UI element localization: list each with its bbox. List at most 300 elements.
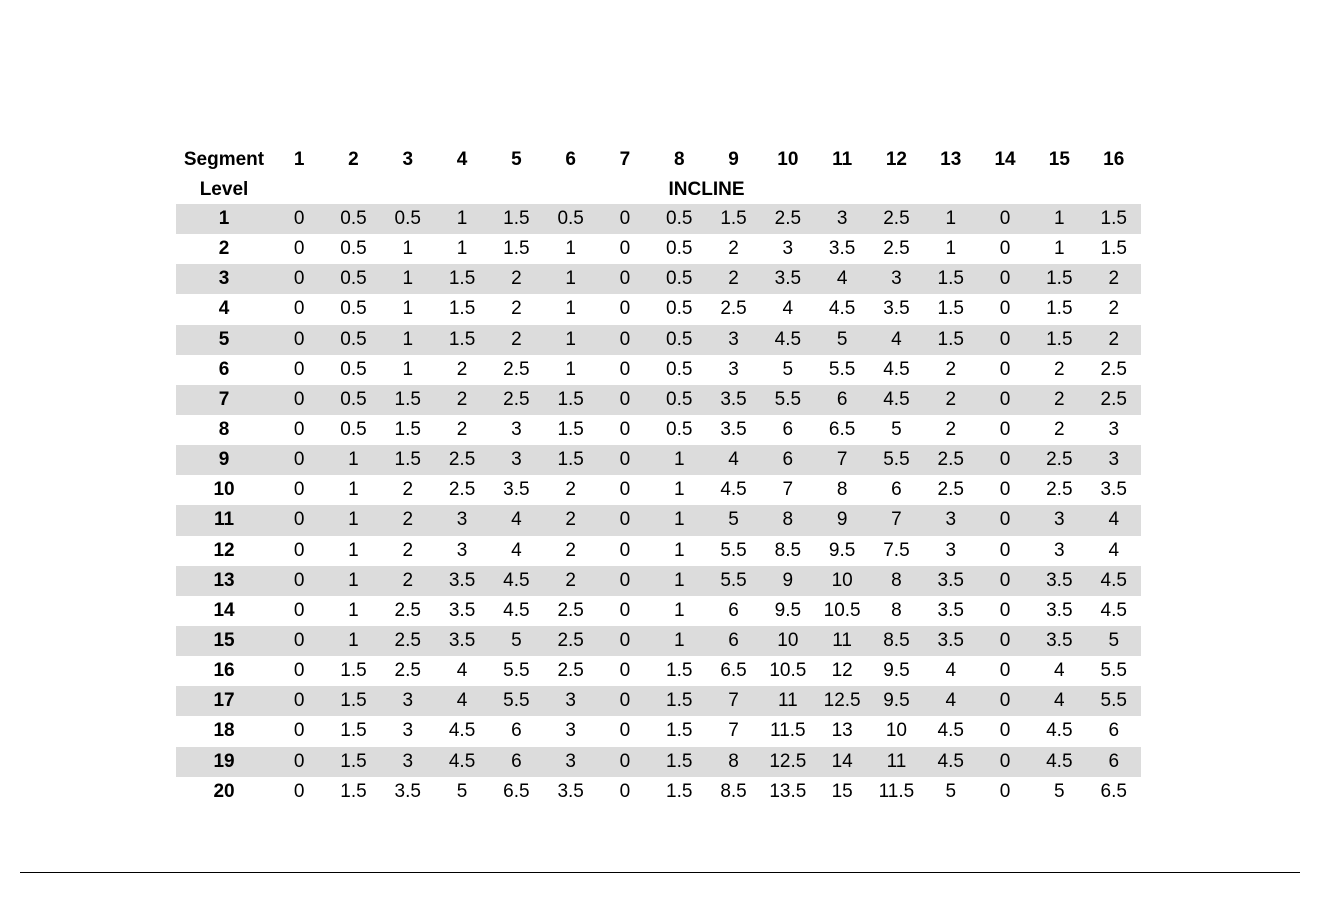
incline-value-cell: 0 xyxy=(978,686,1032,716)
table-row xyxy=(176,385,1141,415)
incline-value-cell: 10 xyxy=(815,566,869,596)
incline-value-cell: 0 xyxy=(598,747,652,777)
incline-value-cell: 1 xyxy=(348,479,359,501)
incline-value-cell: 1.5 xyxy=(924,325,978,355)
level-header-row xyxy=(176,175,1141,204)
incline-value-cell: 1.5 xyxy=(544,385,598,415)
incline-value-cell: 0 xyxy=(619,358,631,380)
incline-value-cell: 0 xyxy=(619,780,631,802)
incline-value-cell: 2 xyxy=(489,264,543,294)
incline-value-cell: 0 xyxy=(272,204,326,234)
incline-value-cell: 2 xyxy=(1086,264,1141,294)
incline-value-cell: 5 xyxy=(1086,626,1141,656)
incline-value-cell: 2.5 xyxy=(503,358,530,380)
incline-value-cell: 0 xyxy=(598,204,652,234)
incline-value-cell: 5 xyxy=(706,505,760,535)
incline-value-cell: 5.5 xyxy=(706,566,760,596)
table-row xyxy=(176,234,1141,264)
incline-value-cell: 1 xyxy=(652,445,706,475)
incline-value-cell: 1 xyxy=(565,298,576,320)
incline-value-cell: 1 xyxy=(402,298,414,320)
incline-value-cell: 3.5 xyxy=(883,298,910,320)
incline-value-cell: 1 xyxy=(326,566,380,596)
incline-value-cell: 0 xyxy=(978,204,1032,234)
incline-value-cell: 6.5 xyxy=(720,660,747,682)
incline-value-cell: 3 xyxy=(402,720,414,742)
incline-value-cell: 5 xyxy=(1054,780,1065,802)
incline-value-cell: 4 xyxy=(435,686,489,716)
incline-value-cell: 1 xyxy=(381,264,435,294)
incline-value-cell: 1 xyxy=(924,204,978,234)
segment-header-row xyxy=(176,145,1141,175)
table-row xyxy=(176,656,1141,686)
incline-value-cell: 13 xyxy=(831,720,853,742)
incline-value-cell: 0 xyxy=(999,238,1011,260)
incline-value-cell: 1 xyxy=(402,358,414,380)
incline-value-cell: 1 xyxy=(326,445,380,475)
incline-value-cell: 1 xyxy=(652,626,706,656)
incline-value-cell: 12 xyxy=(831,660,853,682)
footer-divider xyxy=(20,872,1300,873)
incline-value-cell: 9.5 xyxy=(828,539,856,561)
incline-value-cell: 7 xyxy=(728,720,739,742)
incline-value-cell: 5.5 xyxy=(1086,686,1141,716)
incline-value-cell: 0 xyxy=(272,445,326,475)
incline-value-cell: 0 xyxy=(978,325,1032,355)
incline-value-cell: 3.5 xyxy=(435,626,489,656)
incline-value-cell: 0 xyxy=(293,358,305,380)
incline-value-cell: 4.5 xyxy=(828,298,856,320)
table-row xyxy=(176,566,1141,596)
table-row xyxy=(176,626,1141,656)
segment-header: 7 xyxy=(619,149,631,170)
incline-value-cell: 0 xyxy=(619,419,631,441)
incline-value-cell: 3 xyxy=(544,686,598,716)
incline-value-cell: 0.5 xyxy=(652,385,706,415)
incline-value-cell: 3.5 xyxy=(557,780,584,802)
incline-value-cell: 2.5 xyxy=(883,238,910,260)
incline-value-cell: 4.5 xyxy=(937,720,964,742)
incline-value-cell: 2.5 xyxy=(435,445,489,475)
table-row xyxy=(176,264,1141,294)
incline-value-cell: 0.5 xyxy=(544,204,598,234)
segment-header: 3 xyxy=(402,149,414,170)
incline-value-cell: 2 xyxy=(435,385,489,415)
incline-value-cell: 2 xyxy=(1054,419,1065,441)
incline-value-cell: 0.5 xyxy=(326,204,380,234)
incline-value-cell: 1 xyxy=(348,599,359,621)
incline-value-cell: 5.5 xyxy=(503,660,530,682)
incline-value-cell: 5 xyxy=(891,419,902,441)
incline-value-cell: 4 xyxy=(945,660,957,682)
incline-value-cell: 8.5 xyxy=(774,539,802,561)
incline-value-cell: 3 xyxy=(511,419,522,441)
segment-header: 15 xyxy=(1048,149,1070,170)
level-cell: 17 xyxy=(176,686,272,716)
incline-value-cell: 0.5 xyxy=(340,419,367,441)
incline-value-cell: 1 xyxy=(673,599,685,621)
incline-value-cell: 0 xyxy=(978,566,1032,596)
incline-value-cell: 2 xyxy=(544,566,598,596)
incline-value-cell: 4.5 xyxy=(1100,599,1127,621)
incline-value-cell: 1 xyxy=(1054,238,1065,260)
incline-value-cell: 2.5 xyxy=(394,599,421,621)
incline-value-cell: 1 xyxy=(673,539,685,561)
incline-value-cell: 1.5 xyxy=(666,780,693,802)
incline-value-cell: 4.5 xyxy=(869,385,923,415)
incline-value-cell: 2 xyxy=(402,479,414,501)
incline-value-cell: 3 xyxy=(1086,445,1141,475)
incline-value-cell: 0 xyxy=(999,720,1011,742)
incline-value-cell: 4 xyxy=(489,505,543,535)
table-row xyxy=(176,445,1141,475)
incline-value-cell: 0 xyxy=(619,238,631,260)
incline-value-cell: 1 xyxy=(326,626,380,656)
incline-value-cell: 0 xyxy=(598,626,652,656)
incline-value-cell: 2.5 xyxy=(924,445,978,475)
incline-value-cell: 3 xyxy=(1054,539,1065,561)
incline-value-cell: 4.5 xyxy=(435,747,489,777)
incline-value-cell: 2 xyxy=(1032,385,1086,415)
incline-value-cell: 11.5 xyxy=(770,720,806,742)
incline-value-cell: 0 xyxy=(978,264,1032,294)
incline-value-cell: 3.5 xyxy=(1100,479,1127,501)
incline-value-cell: 0.5 xyxy=(340,238,367,260)
incline-value-cell: 6 xyxy=(891,479,902,501)
level-column-label: Level xyxy=(199,178,249,200)
incline-value-cell: 3 xyxy=(815,204,869,234)
incline-value-cell: 6 xyxy=(1108,720,1120,742)
level-cell: 2 xyxy=(218,238,230,260)
incline-value-cell: 1.5 xyxy=(394,419,421,441)
segment-header: 14 xyxy=(994,149,1016,170)
incline-value-cell: 2 xyxy=(456,419,468,441)
segment-header: 12 xyxy=(885,149,907,170)
incline-value-cell: 2 xyxy=(924,385,978,415)
incline-value-cell: 3 xyxy=(489,445,543,475)
incline-value-cell: 1.5 xyxy=(1046,298,1073,320)
incline-value-cell: 8 xyxy=(706,747,760,777)
incline-value-cell: 0 xyxy=(272,566,326,596)
incline-value-cell: 2.5 xyxy=(1032,445,1086,475)
incline-value-cell: 1.5 xyxy=(340,780,367,802)
incline-value-cell: 4.5 xyxy=(720,479,747,501)
incline-value-cell: 1.5 xyxy=(489,204,543,234)
incline-value-cell: 5 xyxy=(945,780,957,802)
incline-value-cell: 3.5 xyxy=(1032,566,1086,596)
incline-value-cell: 0 xyxy=(999,358,1011,380)
incline-value-cell: 0.5 xyxy=(652,325,706,355)
incline-value-cell: 2 xyxy=(381,566,435,596)
incline-value-cell: 0.5 xyxy=(326,264,380,294)
table-row xyxy=(176,204,1141,234)
level-cell: 4 xyxy=(218,298,230,320)
incline-value-cell: 3 xyxy=(728,358,739,380)
segment-header: 13 xyxy=(940,149,962,170)
segment-header: 2 xyxy=(348,149,359,170)
incline-value-cell: 1 xyxy=(348,539,359,561)
incline-value-cell: 4.5 xyxy=(883,358,910,380)
incline-value-cell: 4.5 xyxy=(1046,720,1073,742)
level-cell: 20 xyxy=(213,780,235,802)
table-row xyxy=(176,294,1141,324)
incline-value-cell: 6 xyxy=(1086,747,1141,777)
incline-value-cell: 5.5 xyxy=(720,539,747,561)
incline-value-cell: 15 xyxy=(831,780,853,802)
incline-value-cell: 0 xyxy=(598,566,652,596)
incline-value-cell: 9.5 xyxy=(774,599,802,621)
incline-value-cell: 4 xyxy=(1032,686,1086,716)
segment-header: 9 xyxy=(728,149,739,170)
incline-value-cell: 6.5 xyxy=(503,780,530,802)
incline-value-cell: 1.5 xyxy=(544,445,598,475)
table-row xyxy=(176,747,1141,777)
incline-value-cell: 8 xyxy=(761,505,815,535)
incline-value-cell: 4 xyxy=(869,325,923,355)
level-cell: 11 xyxy=(176,505,272,535)
incline-value-cell: 2 xyxy=(1086,325,1141,355)
incline-value-cell: 4.5 xyxy=(761,325,815,355)
incline-value-cell: 1 xyxy=(381,325,435,355)
incline-value-cell: 12.5 xyxy=(815,686,869,716)
incline-value-cell: 1 xyxy=(673,479,685,501)
incline-value-cell: 3.5 xyxy=(720,419,747,441)
incline-value-cell: 11.5 xyxy=(878,780,915,802)
incline-value-cell: 2.5 xyxy=(394,660,421,682)
incline-value-cell: 0.5 xyxy=(326,385,380,415)
incline-value-cell: 6 xyxy=(782,419,794,441)
incline-value-cell: 10.5 xyxy=(823,599,861,621)
incline-value-cell: 10 xyxy=(761,626,815,656)
incline-value-cell: 1.5 xyxy=(381,445,435,475)
incline-value-cell: 0 xyxy=(619,539,631,561)
level-cell: 7 xyxy=(176,385,272,415)
incline-value-cell: 1.5 xyxy=(666,660,693,682)
incline-value-cell: 1.5 xyxy=(937,298,964,320)
incline-value-cell: 1.5 xyxy=(435,264,489,294)
incline-value-cell: 2.5 xyxy=(1100,358,1127,380)
level-cell: 6 xyxy=(218,358,230,380)
incline-value-cell: 3 xyxy=(456,539,468,561)
incline-value-cell: 0 xyxy=(619,479,631,501)
incline-value-cell: 10.5 xyxy=(769,660,807,682)
incline-value-cell: 8.5 xyxy=(720,780,747,802)
incline-value-cell: 5.5 xyxy=(869,445,923,475)
incline-value-cell: 2.5 xyxy=(1046,479,1073,501)
incline-value-cell: 1 xyxy=(435,204,489,234)
incline-value-cell: 6 xyxy=(489,747,543,777)
incline-value-cell: 0 xyxy=(598,445,652,475)
level-cell: 16 xyxy=(213,660,235,682)
incline-value-cell: 5.5 xyxy=(489,686,543,716)
incline-value-cell: 2.5 xyxy=(937,479,964,501)
level-cell: 18 xyxy=(213,720,235,742)
incline-value-cell: 1 xyxy=(326,505,380,535)
incline-value-cell: 12.5 xyxy=(761,747,815,777)
incline-value-cell: 7 xyxy=(815,445,869,475)
incline-value-cell: 4.5 xyxy=(503,599,530,621)
level-cell: 8 xyxy=(218,419,230,441)
incline-value-cell: 0 xyxy=(978,385,1032,415)
level-cell: 1 xyxy=(176,204,272,234)
incline-value-cell: 4.5 xyxy=(1032,747,1086,777)
incline-value-cell: 6.5 xyxy=(828,419,856,441)
incline-value-cell: 1.5 xyxy=(1086,204,1141,234)
incline-value-cell: 1.5 xyxy=(652,747,706,777)
incline-value-cell: 0 xyxy=(293,419,305,441)
incline-value-cell: 3 xyxy=(1032,505,1086,535)
incline-value-cell: 0 xyxy=(978,445,1032,475)
table-row xyxy=(176,777,1141,807)
incline-value-cell: 2.5 xyxy=(557,660,584,682)
incline-value-cell: 5.5 xyxy=(1100,660,1127,682)
incline-value-cell: 0.5 xyxy=(666,298,693,320)
incline-value-cell: 2 xyxy=(945,358,957,380)
incline-value-cell: 13.5 xyxy=(769,780,807,802)
incline-value-cell: 1.5 xyxy=(1100,238,1127,260)
incline-value-cell: 2 xyxy=(489,325,543,355)
incline-value-cell: 0 xyxy=(293,238,305,260)
incline-value-cell: 1 xyxy=(544,264,598,294)
incline-value-cell: 0 xyxy=(999,419,1011,441)
incline-value-cell: 3.5 xyxy=(435,566,489,596)
incline-value-cell: 0 xyxy=(293,298,305,320)
incline-value-cell: 7.5 xyxy=(883,539,910,561)
incline-value-cell: 0 xyxy=(978,626,1032,656)
incline-value-cell: 1.5 xyxy=(448,298,476,320)
table-row xyxy=(176,475,1141,505)
incline-value-cell: 5 xyxy=(489,626,543,656)
incline-value-cell: 1 xyxy=(652,566,706,596)
incline-value-cell: 3.5 xyxy=(1032,626,1086,656)
incline-value-cell: 4 xyxy=(1054,660,1065,682)
incline-value-cell: 1.5 xyxy=(652,686,706,716)
incline-value-cell: 0.5 xyxy=(381,204,435,234)
incline-value-cell: 0 xyxy=(272,264,326,294)
incline-value-cell: 4 xyxy=(924,686,978,716)
incline-value-cell: 2 xyxy=(381,505,435,535)
incline-value-cell: 1.5 xyxy=(435,325,489,355)
segment-header: 8 xyxy=(673,149,685,170)
incline-value-cell: 1.5 xyxy=(326,747,380,777)
incline-value-cell: 4 xyxy=(706,445,760,475)
incline-value-cell: 3.5 xyxy=(761,264,815,294)
incline-value-cell: 4.5 xyxy=(1086,566,1141,596)
incline-value-cell: 14 xyxy=(815,747,869,777)
incline-value-cell: 8 xyxy=(891,599,902,621)
incline-value-cell: 0 xyxy=(619,599,631,621)
incline-value-cell: 10 xyxy=(885,720,907,742)
incline-value-cell: 3.5 xyxy=(394,780,421,802)
incline-value-cell: 1 xyxy=(456,238,468,260)
incline-value-cell: 0.5 xyxy=(652,264,706,294)
incline-value-cell: 6 xyxy=(511,720,522,742)
incline-value-cell: 2 xyxy=(1108,298,1120,320)
incline-value-cell: 0 xyxy=(999,660,1011,682)
incline-value-cell: 2.5 xyxy=(489,385,543,415)
incline-value-cell: 2.5 xyxy=(869,204,923,234)
incline-value-cell: 1.5 xyxy=(557,419,584,441)
incline-value-cell: 2.5 xyxy=(381,626,435,656)
level-cell: 3 xyxy=(176,264,272,294)
incline-value-cell: 8 xyxy=(836,479,848,501)
incline-value-cell: 2.5 xyxy=(544,626,598,656)
incline-value-cell: 4 xyxy=(815,264,869,294)
level-cell: 10 xyxy=(213,479,235,501)
incline-value-cell: 11 xyxy=(815,626,869,656)
incline-value-cell: 0 xyxy=(978,505,1032,535)
table-row xyxy=(176,596,1141,626)
segment-header: 4 xyxy=(456,149,468,170)
segment-header: 5 xyxy=(511,149,522,170)
incline-value-cell: 1.5 xyxy=(706,204,760,234)
level-cell: 13 xyxy=(176,566,272,596)
incline-value-cell: 3.5 xyxy=(937,599,964,621)
incline-value-cell: 2 xyxy=(402,539,414,561)
incline-value-cell: 0 xyxy=(598,385,652,415)
level-cell: 15 xyxy=(176,626,272,656)
incline-value-cell: 2 xyxy=(728,238,739,260)
incline-value-cell: 2 xyxy=(565,479,576,501)
incline-value-cell: 4.5 xyxy=(489,566,543,596)
incline-value-cell: 3.5 xyxy=(924,566,978,596)
table-body xyxy=(176,204,1141,807)
level-cell: 14 xyxy=(213,599,235,621)
incline-value-cell: 4 xyxy=(511,539,522,561)
incline-value-cell: 0.5 xyxy=(340,358,367,380)
incline-value-cell: 2 xyxy=(1054,358,1065,380)
incline-value-cell: 0 xyxy=(272,626,326,656)
incline-value-cell: 0 xyxy=(978,747,1032,777)
incline-value-cell: 6 xyxy=(761,445,815,475)
incline-value-cell: 3 xyxy=(924,505,978,535)
incline-value-cell: 2.5 xyxy=(448,479,476,501)
incline-value-cell: 0 xyxy=(999,539,1011,561)
incline-value-cell: 0 xyxy=(598,686,652,716)
level-cell: 12 xyxy=(213,539,235,561)
incline-value-cell: 1.5 xyxy=(340,660,367,682)
segment-header: 6 xyxy=(565,149,576,170)
incline-value-cell: 2 xyxy=(945,419,957,441)
incline-value-cell: 0.5 xyxy=(340,298,367,320)
incline-value-cell: 4 xyxy=(1108,539,1120,561)
incline-value-cell: 1 xyxy=(544,325,598,355)
incline-value-cell: 2 xyxy=(456,358,468,380)
incline-value-cell: 9 xyxy=(761,566,815,596)
incline-value-cell: 11 xyxy=(869,747,923,777)
incline-value-cell: 0 xyxy=(272,747,326,777)
incline-value-cell: 3 xyxy=(1108,419,1120,441)
incline-value-cell: 2.5 xyxy=(720,298,747,320)
incline-value-cell: 4 xyxy=(456,660,468,682)
incline-value-cell: 4.5 xyxy=(924,747,978,777)
incline-value-cell: 5 xyxy=(456,780,468,802)
incline-value-cell: 0 xyxy=(293,720,305,742)
incline-value-cell: 1 xyxy=(565,358,576,380)
incline-value-cell: 3 xyxy=(544,747,598,777)
incline-value-cell: 2 xyxy=(544,505,598,535)
table-row xyxy=(176,716,1141,746)
segment-corner-label: Segment xyxy=(183,149,265,170)
incline-value-cell: 1.5 xyxy=(326,686,380,716)
incline-value-cell: 3.5 xyxy=(448,599,476,621)
incline-value-cell: 3 xyxy=(869,264,923,294)
incline-value-cell: 0.5 xyxy=(666,419,693,441)
incline-value-cell: 1.5 xyxy=(1032,325,1086,355)
incline-value-cell: 4.5 xyxy=(448,720,476,742)
incline-value-cell: 0 xyxy=(619,298,631,320)
incline-value-cell: 3 xyxy=(565,720,576,742)
